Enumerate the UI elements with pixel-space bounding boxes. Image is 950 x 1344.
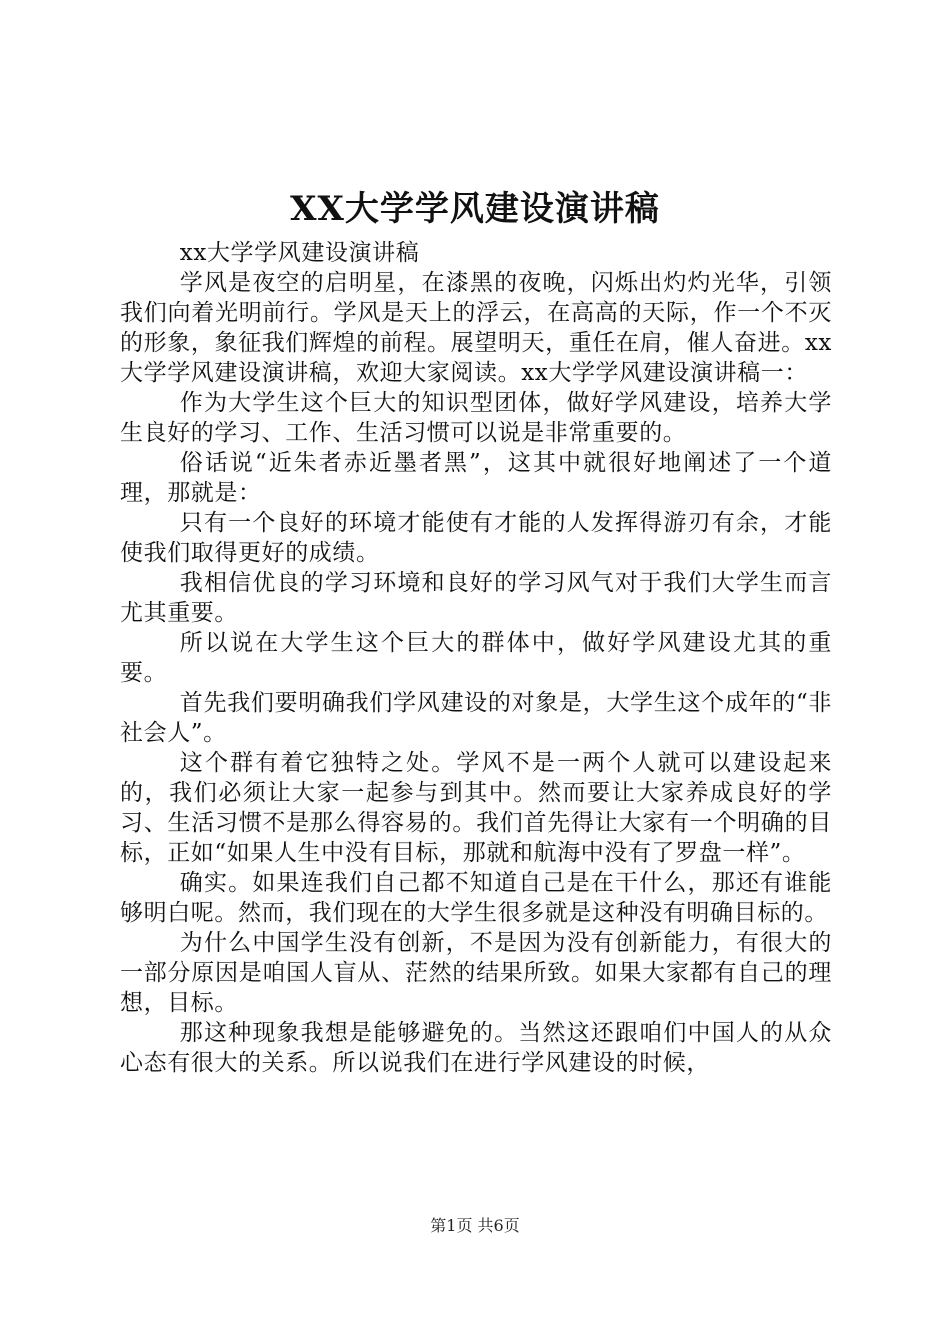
page-number-footer: 第1页 共6页 [430,1216,520,1235]
paragraph: 所以说在大学生这个巨大的群体中，做好学风建设尤其的重要。 [120,630,832,686]
paragraph: 作为大学生这个巨大的知识型团体，做好学风建设，培养大学生良好的学习、工作、生活习惯可以说是非常重要的。 [120,390,832,446]
paragraph: 只有一个良好的环境才能使有才能的人发挥得游刃有余，才能使我们取得更好的成绩。 [120,510,832,566]
paragraph: 首先我们要明确我们学风建设的对象是，大学生这个成年的“非社会人”。 [120,690,832,746]
paragraph: 为什么中国学生没有创新，不是因为没有创新能力，有很大的一部分原因是咱国人盲从、茫然的结果所致。如果大家都有自己的理想，目标。 [120,930,832,1016]
document-title: XX大学学风建设演讲稿 [290,189,660,229]
paragraph: 确实。如果连我们自己都不知道自己是在干什么，那还有谁能够明白呢。然而，我们现在的大学生很多就是这种没有明确目标的。 [120,870,832,926]
paragraph: 俗话说“近朱者赤近墨者黑”，这其中就很好地阐述了一个道理，那就是： [120,450,832,506]
document-body [120,238,832,1078]
paragraph: xx大学学风建设演讲稿 [179,240,420,266]
paragraph: 我相信优良的学习环境和良好的学习风气对于我们大学生而言尤其重要。 [120,570,832,626]
paragraph: 学风是夜空的启明星，在漆黑的夜晚，闪烁出灼灼光华，引领我们向着光明前行。学风是天上的浮云，在高高的天际，作一个不灭的形象，象征我们辉煌的前程。展望明天，重任在肩，催人奋进。xx大学学风建设演讲稿，欢迎大家阅读。xx大学学风建设演讲稿一： [120,270,832,386]
paragraph: 这个群有着它独特之处。学风不是一两个人就可以建设起来的，我们必须让大家一起参与到其中。然而要让大家养成良好的学习、生活习惯不是那么得容易的。我们首先得让大家有一个明确的目标，正如“如果人生中没有目标，那就和航海中没有了罗盘一样”。 [120,750,832,866]
paragraph: 那这种现象我想是能够避免的。当然这还跟咱们中国人的从众心态有很大的关系。所以说我们在进行学风建设的时候， [120,1020,832,1076]
